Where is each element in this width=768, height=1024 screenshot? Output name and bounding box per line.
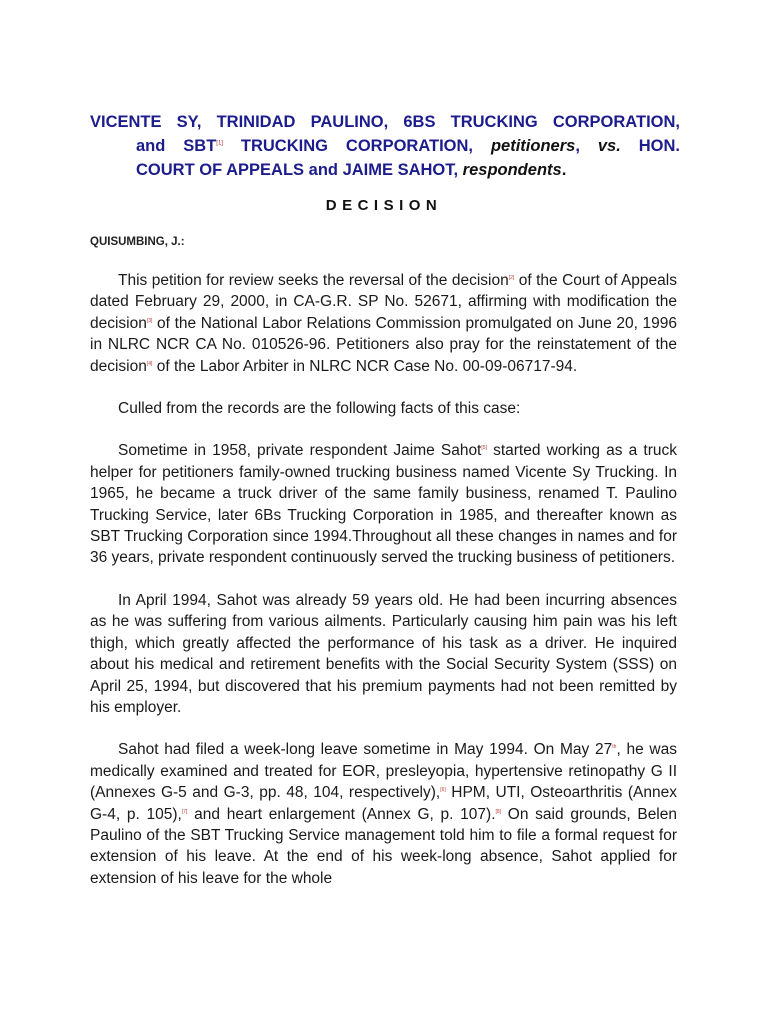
paragraph-1 [90,270,677,377]
paragraph-text: started working as a truck helper for petitioners family-owned trucking business named Vicente Sy Trucking. In 1965, he became a truck driver of the same family business, renamed T. Paulino Trucking Service, later 6Bs Trucking Corporation in 1985, and thereafter known as SBT Trucking Corporation since 1994.Throughout all these changes in names and for 36 years, private respondent continuously served the trucking business of petitioners. [90,442,677,567]
caption-line-1: VICENTE SY, TRINIDAD PAULINO, 6BS TRUCKING CORPORATION, [90,113,680,131]
paragraph-text: Culled from the records are the following facts of this case: [118,400,521,418]
footnote-link[interactable]: [4] [146,360,153,367]
caption-text: COURT OF APPEALS and JAIME SAHOT, [136,161,463,179]
decision-body [90,270,677,910]
paragraph-text: HPM, UTI, Osteoarthritis (Annex G-4, p. 105), [90,784,678,823]
paragraph-text: On said grounds, Belen Paulino of the SBT Trucking Service management told him to file a formal request for extension of his leave. At the end of his week-long absence, Sahot applied for extension of his leave for the whole [90,805,677,887]
footnote-link[interactable]: [2] [508,274,515,281]
paragraph-text: of the Court of Appeals dated February 29, 2000, in CA-G.R. SP No. 52671, affirming with modification the decision [90,272,677,332]
paragraph-3 [90,440,677,568]
respondents-label: respondents [462,161,562,179]
ponente-line: QUISUMBING, J.: [90,236,185,248]
caption-text: . [561,161,567,179]
decision-heading: DECISION [325,197,443,214]
paragraph-text: of the Labor Arbiter in NLRC NCR Case No. 00-09-06717-94. [152,357,578,375]
petitioners-label: petitioners [490,137,576,155]
footnote-link[interactable]: [5] [481,445,487,452]
caption-text: TRUCKING CORPORATION, [222,137,491,155]
caption-text: HON. [620,137,680,155]
paragraph-text: Sometime in 1958, private respondent Jaime Sahot [118,442,482,460]
paragraph-text: In April 1994, Sahot was already 59 years old. He had been incurring absences as he was suffering from various ailments. Particularly causing him pain was his left thigh, which greatly affected the performance of his task as a driver. He inquired about his medical and retirement benefits with the Social Security System (SSS) on April 25, 1994, but discovered that his premium payments had not been remitted by his employer. [90,591,677,716]
footnote-link[interactable]: [7] [181,808,188,815]
paragraph-2 [90,398,677,419]
caption-text: and SBT [136,137,217,155]
footnote-link[interactable]: [3] [146,317,153,324]
paragraph-text: , he was medically examined and treated for EOR, presleyopia, hypertensive retinopathy G II (Annexes G-5 and G-3, pp. 48, 104, respectively), [90,741,677,802]
case-caption [90,110,680,182]
paragraph-4 [90,590,677,718]
paragraph-text: This petition for review seeks the reversal of the decision [118,272,509,289]
footnote-link[interactable]: [8] [495,808,502,815]
caption-line-3 [90,158,680,182]
caption-text: , [575,137,598,155]
footnote-link[interactable]: [6] [440,786,446,793]
caption-line-2 [90,134,680,158]
ordinal-superscript: th [612,744,617,751]
versus-label: vs. [597,137,621,155]
footnote-link[interactable]: [1] [216,140,223,147]
paragraph-text: of the National Labor Relations Commission promulgated on June 20, 1996 in NLRC NCR CA No. 010526-96. Petitioners also pray for the reinstatement of the decision [90,314,677,375]
paragraph-text: Sahot had filed a week-long leave sometime in May 1994. On May 27 [118,741,613,759]
paragraph-5 [90,739,677,889]
paragraph-text: and heart enlargement (Annex G, p. 107). [187,805,496,823]
